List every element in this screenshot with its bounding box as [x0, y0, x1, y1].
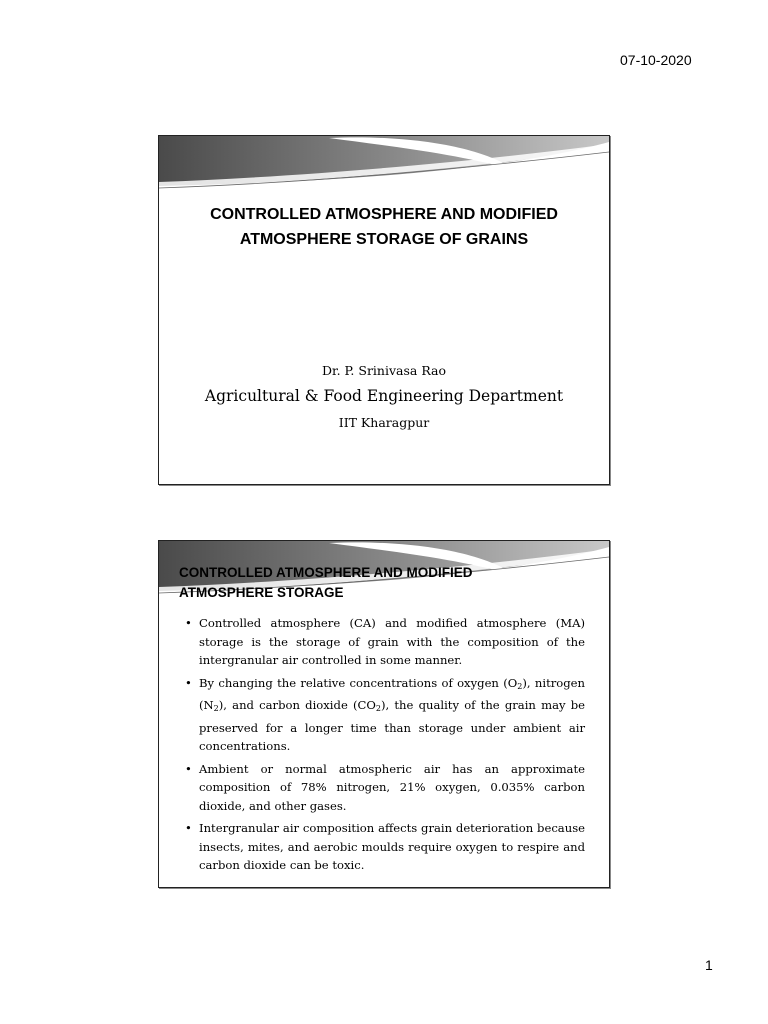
page-number: 1	[705, 957, 713, 973]
bullet-item	[183, 819, 585, 875]
page-date: 07-10-2020	[620, 52, 692, 68]
subscript: 2	[375, 704, 381, 713]
subscript: 2	[517, 681, 523, 691]
heading-line-1: CONTROLLED ATMOSPHERE AND MODIFIED	[179, 565, 473, 580]
title-line-1: CONTROLLED ATMOSPHERE AND MODIFIED	[210, 206, 558, 223]
title-line-2: ATMOSPHERE STORAGE OF GRAINS	[239, 231, 529, 248]
bullet-text-part: By changing the relative concentrations of oxygen (O	[199, 675, 518, 690]
bullet-text: Ambient or normal atmospheric air has an approximate composition of 78% nitrogen, 21% oxygen, 0.035% carbon dioxide, and other gases.	[199, 761, 585, 813]
slide-title-text	[169, 202, 599, 252]
bullet-icon: •	[185, 761, 192, 776]
subscript: 2	[213, 704, 219, 713]
bullet-icon: •	[185, 821, 192, 835]
bullet-text: Controlled atmosphere (CA) and modified atmosphere (MA) storage is the storage of grain with the composition of the intergranular air controlled in some manner.	[199, 616, 585, 667]
slide-title	[158, 135, 610, 485]
bullet-item	[183, 614, 585, 670]
bullet-list	[183, 614, 585, 879]
bullet-text-part: ), and carbon dioxide (CO	[218, 698, 376, 712]
institute-name: IIT Kharagpur	[338, 415, 430, 430]
slide-header-banner	[159, 136, 609, 191]
bullet-item	[183, 760, 585, 816]
bullet-text-part: ), the quality of the grain may be preserved for a longer time than storage under ambient air concentrations.	[199, 698, 586, 753]
author-name: Dr. P. Srinivasa Rao	[321, 363, 446, 378]
bullet-item	[183, 674, 585, 756]
department-name: Agricultural & Food Engineering Department	[204, 387, 564, 405]
slide-content	[158, 540, 610, 888]
bullet-text	[199, 676, 585, 754]
slide-heading	[179, 563, 589, 603]
bullet-icon: •	[185, 616, 192, 630]
bullet-text: Intergranular air composition affects grain deterioration because insects, mites, and aerobic moulds require oxygen to respire and carbon dioxide can be toxic.	[199, 821, 585, 872]
heading-line-2: ATMOSPHERE STORAGE	[179, 585, 344, 600]
bullet-text-part: ), nitrogen (N	[199, 675, 585, 712]
bullet-icon: •	[185, 675, 192, 690]
